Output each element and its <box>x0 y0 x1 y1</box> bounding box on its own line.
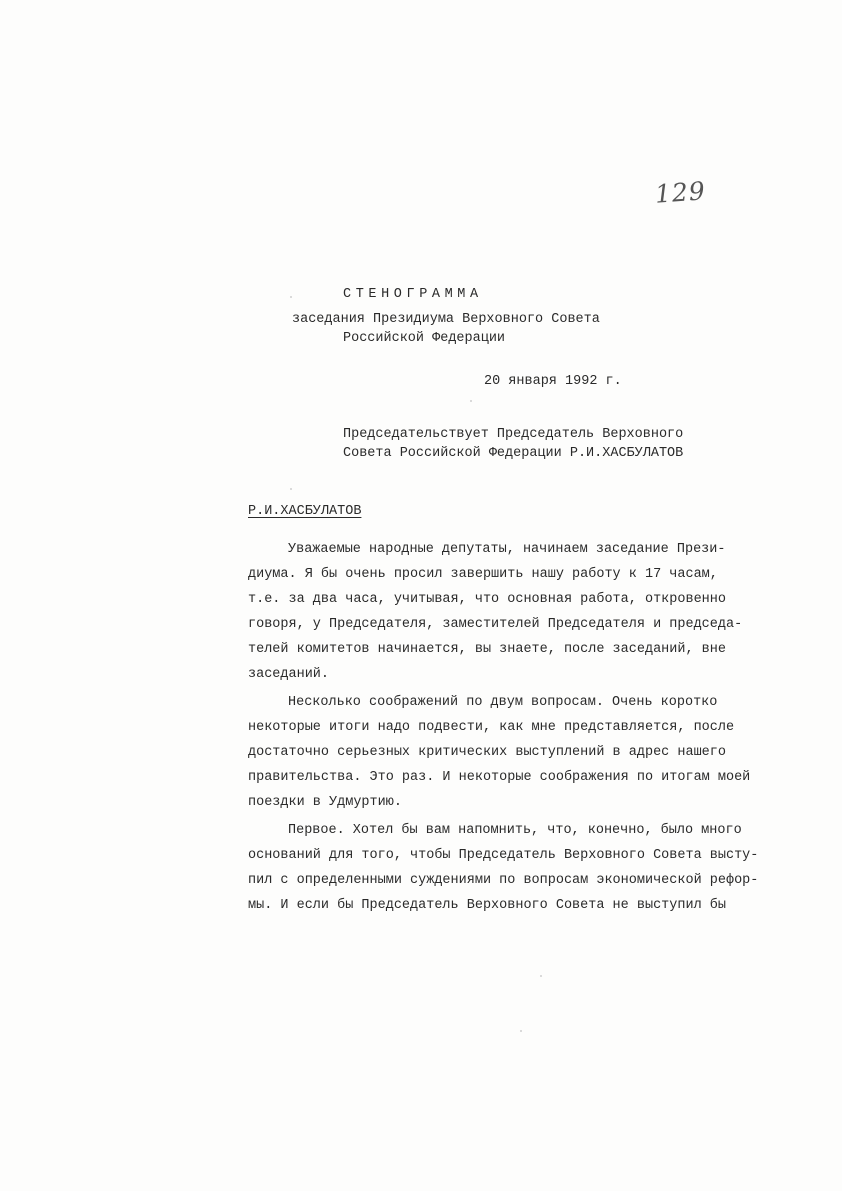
paragraph-line: Первое. Хотел бы вам напомнить, что, конечно, было много <box>288 823 742 838</box>
document-subtitle-line-2: Российской Федерации <box>343 331 506 346</box>
paragraph-line: некоторые итоги надо подвести, как мне представляется, после <box>248 720 735 735</box>
scan-speck <box>520 1030 522 1032</box>
paragraph-line: мы. И если бы Председатель Верховного Совета не выступил бы <box>248 898 726 913</box>
paragraph-line: достаточно серьезных критических выступлений в адрес нашего <box>248 745 726 760</box>
paragraph-line: Уважаемые народные депутаты, начинаем заседание Прези- <box>288 542 726 557</box>
paragraph-line: оснований для того, чтобы Председатель Верховного Совета высту- <box>248 848 759 863</box>
document-date: 20 января 1992 г. <box>484 374 622 389</box>
chair-line-1: Председательствует Председатель Верховного <box>343 427 684 442</box>
paragraph-line: поездки в Удмуртию. <box>248 795 402 810</box>
scan-speck <box>540 975 542 977</box>
document-subtitle-line-1: заседания Президиума Верховного Совета <box>292 312 600 327</box>
paragraph-line: заседаний. <box>248 667 330 682</box>
handwritten-page-number: 129 <box>654 176 707 209</box>
paragraph-line: диума. Я бы очень просил завершить нашу работу к 17 часам, <box>248 567 718 582</box>
paragraph-line: Несколько соображений по двум вопросам. Очень коротко <box>288 695 718 710</box>
paragraph-line: телей комитетов начинается, вы знаете, после заседаний, вне <box>248 642 726 657</box>
scan-speck <box>290 488 292 490</box>
paragraph-line: пил с определенными суждениями по вопросам экономической рефор- <box>248 873 759 888</box>
paragraph-line: говоря, у Председателя, заместителей Председателя и председа- <box>248 617 743 632</box>
chair-line-2: Совета Российской Федерации Р.И.ХАСБУЛАТОВ <box>343 446 684 461</box>
scan-speck <box>290 296 292 298</box>
speaker-name: Р.И.ХАСБУЛАТОВ <box>248 504 362 519</box>
paragraph-line: т.е. за два часа, учитывая, что основная работа, откровенно <box>248 592 726 607</box>
scan-speck <box>470 400 472 402</box>
paragraph-line: правительства. Это раз. И некоторые соображения по итогам моей <box>248 770 751 785</box>
document-title: СТЕНОГРАММА <box>343 287 483 302</box>
